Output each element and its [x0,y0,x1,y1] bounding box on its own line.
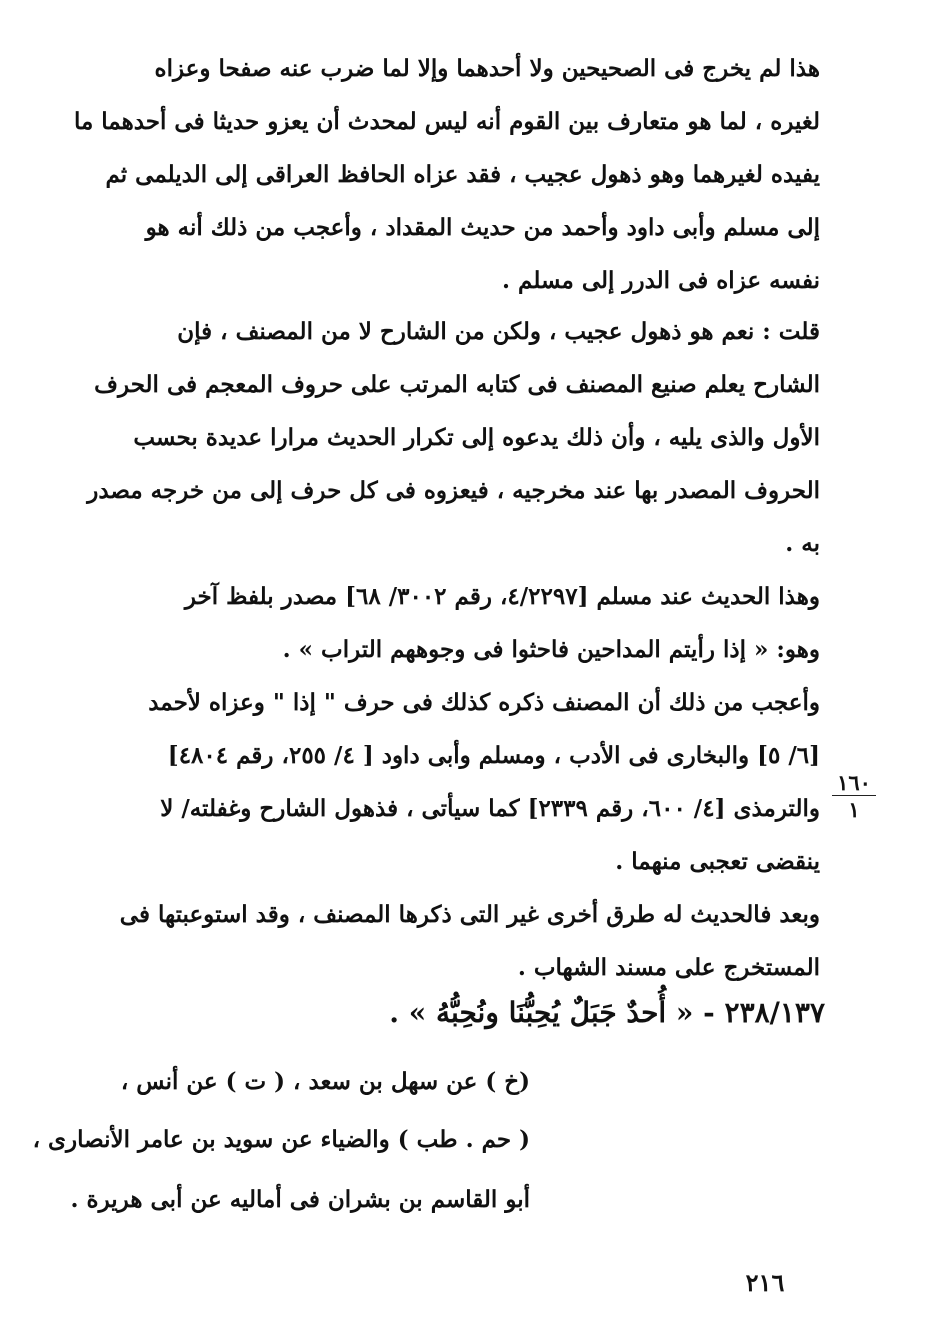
source-line: ( حم . طب ) والضياء عن سويد بن عامر الأنصارى ، [32,1126,530,1153]
source-line: (خ ) عن سهل بن سعد ، ( ت ) عن أنس ، [120,1068,530,1095]
text-line: إلى مسلم وأبى داود وأحمد من حديث المقداد ، وأعجب من ذلك أنه هو [145,214,820,241]
text-line: [٦/ ٥] والبخارى فى الأدب ، ومسلم وأبى داود [ ٤/ ٢٥٥، رقم ٤٨٠٤] [167,742,820,769]
text-line: يفيده لغيرهما وهو ذهول عجيب ، فقد عزاه الحافظ العراقى إلى الديلمى ثم [105,161,820,188]
text-line: الأول والذى يليه ، وأن ذلك يدعوه إلى تكرار الحديث مرارا عديدة بحسب [133,424,820,451]
text-line: الحروف المصدر بها عند مخرجيه ، فيعزوه فى كل حرف إلى من خرجه مصدر [87,477,820,504]
text-line: به . [785,530,820,557]
text-line: هذا لم يخرج فى الصحيحين ولا أحدهما وإلا لما ضرب عنه صفحا وعزاه [154,55,820,82]
text-line: وبعد فالحديث له طرق أخرى غير التى ذكرها المصنف ، وقد استوعبتها فى [119,901,820,928]
hadith-heading: ٢٣٨/١٣٧ - « أُحدٌ جَبَلٌ يُحِبُّنَا ونُحِبُّهُ » . [389,996,825,1029]
paragraph-5 [105,888,820,994]
page-number: ٢١٦ [745,1268,785,1297]
paragraph-1 [73,42,820,307]
text-line: والترمذى [٤/ ٦٠٠، رقم ٢٣٣٩] كما سيأتى ، فذهول الشارح وغفلته/ لا [160,795,820,822]
text-line: لغيره ، لما هو متعارف بين القوم أنه ليس لمحدث أن يعزو حديثا فى أحدهما ما [73,108,820,135]
paragraph-3 [105,570,820,676]
source-line: أبو القاسم بن بشران فى أماليه عن أبى هريرة . [70,1186,530,1213]
text-line: وأعجب من ذلك أن المصنف ذكره كذلك فى حرف " إذا " وعزاه لأحمد [148,689,820,716]
margin-note-rule [832,795,876,796]
paragraph-2 [87,305,820,570]
text-line: نفسه عزاه فى الدرر إلى مسلم . [502,267,820,294]
text-line: المستخرج على مسند الشهاب . [517,954,820,981]
paragraph-4 [105,676,820,888]
margin-note-bottom: ١ [848,797,860,822]
text-line: وهو: « إذا رأيتم المداحين فاحثوا فى وجوههم التراب » . [282,636,820,663]
text-line: قلت : نعم هو ذهول عجيب ، ولكن من الشارح لا من المصنف ، فإن [177,318,820,345]
text-line: الشارح يعلم صنيع المصنف فى كتابه المرتب على حروف المعجم فى الحرف [94,371,820,398]
text-line: وهذا الحديث عند مسلم [٤/٢٢٩٧، رقم ٣٠٠٢/ ٦٨] مصدر بلفظ آخر [184,583,820,610]
margin-note-top: ١٦٠ [837,770,871,795]
margin-folio-note [832,772,876,821]
text-line: ينقضى تعجبى منهما . [615,848,820,875]
